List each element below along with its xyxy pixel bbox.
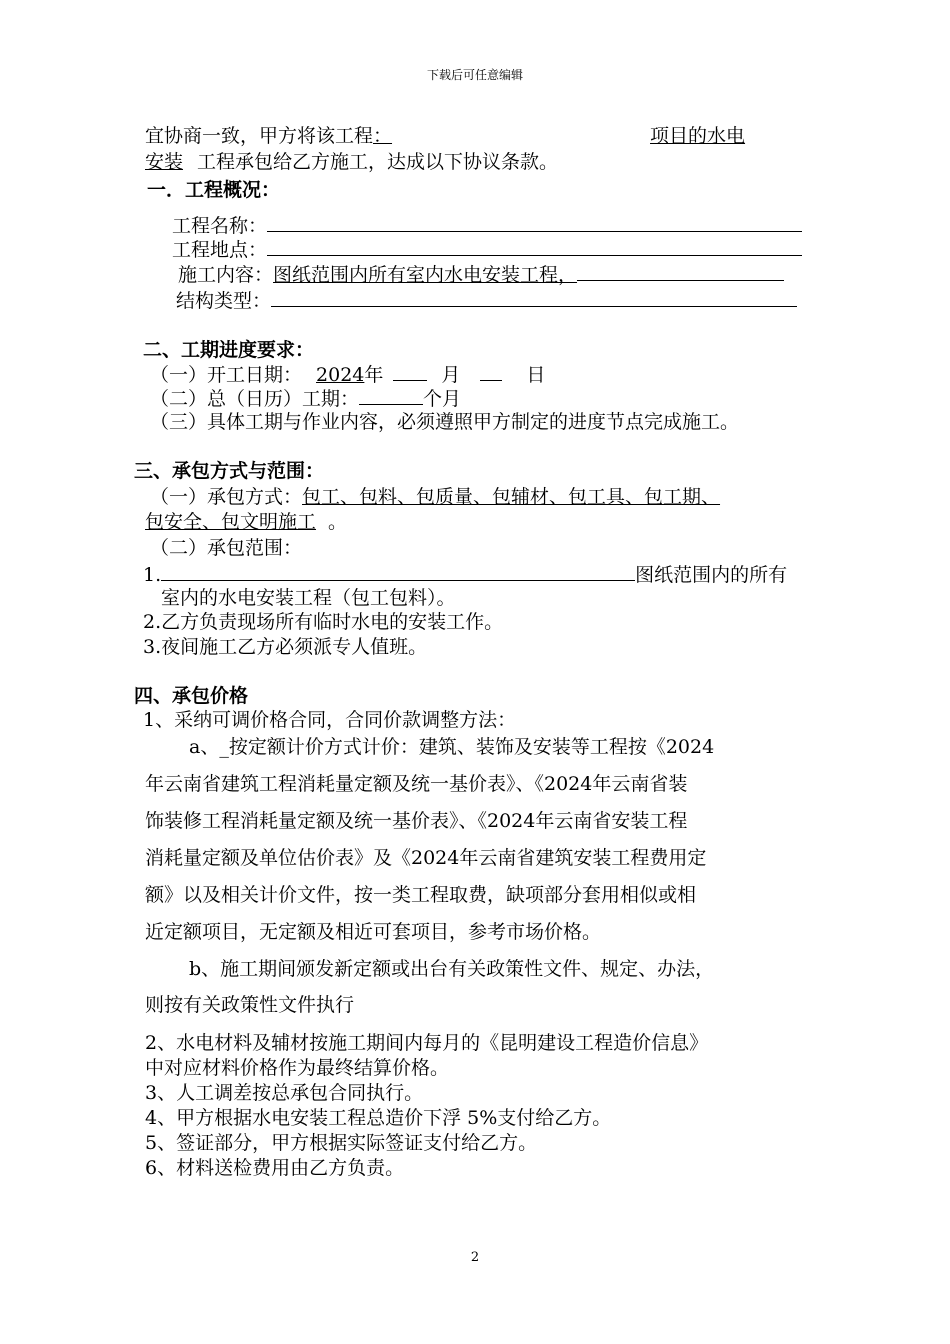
construction-content-blank bbox=[577, 261, 784, 281]
contract-mode-label: （一）承包方式： bbox=[150, 486, 303, 508]
structure-type-row bbox=[176, 287, 797, 313]
pricing-a-line-6: 近定额项目，无定额及相近可套项目，参考市场价格。 bbox=[145, 921, 602, 943]
project-location-row bbox=[172, 236, 802, 262]
price-item-3: 3、人工调差按总承包合同执行。 bbox=[145, 1082, 424, 1104]
project-name-label: 工程名称： bbox=[172, 215, 268, 237]
intro-line-2 bbox=[145, 150, 558, 174]
price-item-1: 1、采纳可调价格合同，合同价款调整方法： bbox=[143, 709, 517, 731]
scope-item-1: 1. 图纸范围内的所有 bbox=[143, 561, 787, 587]
pricing-a-line-1: a、_按定额计价方式计价：建筑、装饰及安装等工程按《2024 bbox=[189, 736, 715, 758]
section-4-heading: 四、承包价格 bbox=[134, 685, 249, 707]
construction-content-value: 图纸范围内所有室内水电安装工程， bbox=[273, 264, 578, 286]
intro-text-2: 项目的水电 bbox=[650, 125, 746, 147]
start-year: 2024 bbox=[316, 364, 365, 386]
pricing-a-line-4: 消耗量定额及单位估价表》及《2024年云南省建筑安装工程费用定 bbox=[145, 847, 707, 869]
construction-content-label: 施工内容： bbox=[178, 264, 274, 286]
duration-row: （二）总（日历）工期： 个月 bbox=[150, 385, 461, 411]
scope-item-1-field bbox=[161, 561, 635, 581]
project-name-row bbox=[172, 212, 802, 238]
scope-item-1-cont: 室内的水电安装工程（包工包料）。 bbox=[161, 587, 456, 609]
scope-item-3: 3.夜间施工乙方必须派专人值班。 bbox=[143, 636, 428, 658]
price-item-2-line-1: 2、水电材料及辅材按施工期间内每月的《昆明建设工程造价信息》 bbox=[145, 1032, 709, 1054]
start-month-field bbox=[393, 361, 427, 381]
scope-item-2: 2.乙方负责现场所有临时水电的安装工作。 bbox=[143, 611, 504, 633]
price-item-6: 6、材料送检费用由乙方负责。 bbox=[145, 1157, 405, 1179]
pricing-a-line-3: 饰装修工程消耗量定额及统一基价表》、《2024年云南省安装工程 bbox=[145, 810, 688, 832]
price-item-2-line-2: 中对应材料价格作为最终结算价格。 bbox=[145, 1057, 450, 1079]
start-day-field bbox=[480, 361, 502, 381]
contract-scope-label: （二）承包范围： bbox=[150, 537, 303, 559]
project-location-field bbox=[267, 236, 802, 256]
section-3-heading: 三、承包方式与范围： bbox=[134, 460, 325, 482]
duration-field bbox=[359, 385, 423, 405]
contract-type: 安装 bbox=[145, 151, 184, 173]
intro-line-1 bbox=[145, 124, 745, 148]
start-date-label: （一）开工日期： bbox=[150, 364, 303, 386]
contract-mode-value-2: 包安全、包文明施工 bbox=[145, 511, 317, 533]
section-1-heading: 一．工程概况： bbox=[147, 179, 281, 201]
start-date-row: （一）开工日期： 2024年 月 日 bbox=[150, 361, 545, 387]
intro-text-3: 工程承包给乙方施工，达成以下协议条款。 bbox=[197, 151, 559, 173]
contract-mode-line-1 bbox=[150, 485, 720, 509]
structure-type-label: 结构类型： bbox=[176, 290, 272, 312]
price-item-5: 5、签证部分，甲方根据实际签证支付给乙方。 bbox=[145, 1132, 538, 1154]
duration-label: （二）总（日历）工期： bbox=[150, 388, 360, 410]
project-name-field bbox=[267, 212, 802, 232]
section-2-heading: 二、工期进度要求： bbox=[143, 339, 315, 361]
page-header: 下载后可任意编辑 bbox=[426, 68, 523, 82]
price-item-4: 4、甲方根据水电安装工程总造价下浮 5%支付给乙方。 bbox=[145, 1107, 612, 1129]
project-location-label: 工程地点： bbox=[172, 239, 268, 261]
contract-mode-value-1: 包工、包料、包质量、包辅材、包工具、包工期、 bbox=[302, 486, 721, 508]
project-name-blank: ： bbox=[373, 125, 393, 147]
page-number: 2 bbox=[470, 1250, 480, 1265]
pricing-a-line-5: 额》以及相关计价文件，按一类工程取费，缺项部分套用相似或相 bbox=[145, 884, 697, 906]
pricing-b-line-2: 则按有关政策性文件执行 bbox=[145, 994, 355, 1016]
structure-type-field bbox=[271, 287, 797, 307]
pricing-a-line-2: 年云南省建筑工程消耗量定额及统一基价表》、《2024年云南省装 bbox=[145, 773, 688, 795]
pricing-b-line-1: b、施工期间颁发新定额或出台有关政策性文件、规定、办法， bbox=[189, 958, 715, 980]
intro-text-1: 宜协商一致，甲方将该工程 bbox=[145, 125, 374, 147]
contract-mode-line-2: 包安全、包文明施工 。 bbox=[145, 511, 348, 533]
schedule-clause: （三）具体工期与作业内容，必须遵照甲方制定的进度节点完成施工。 bbox=[150, 411, 740, 433]
construction-content-row bbox=[178, 261, 784, 287]
